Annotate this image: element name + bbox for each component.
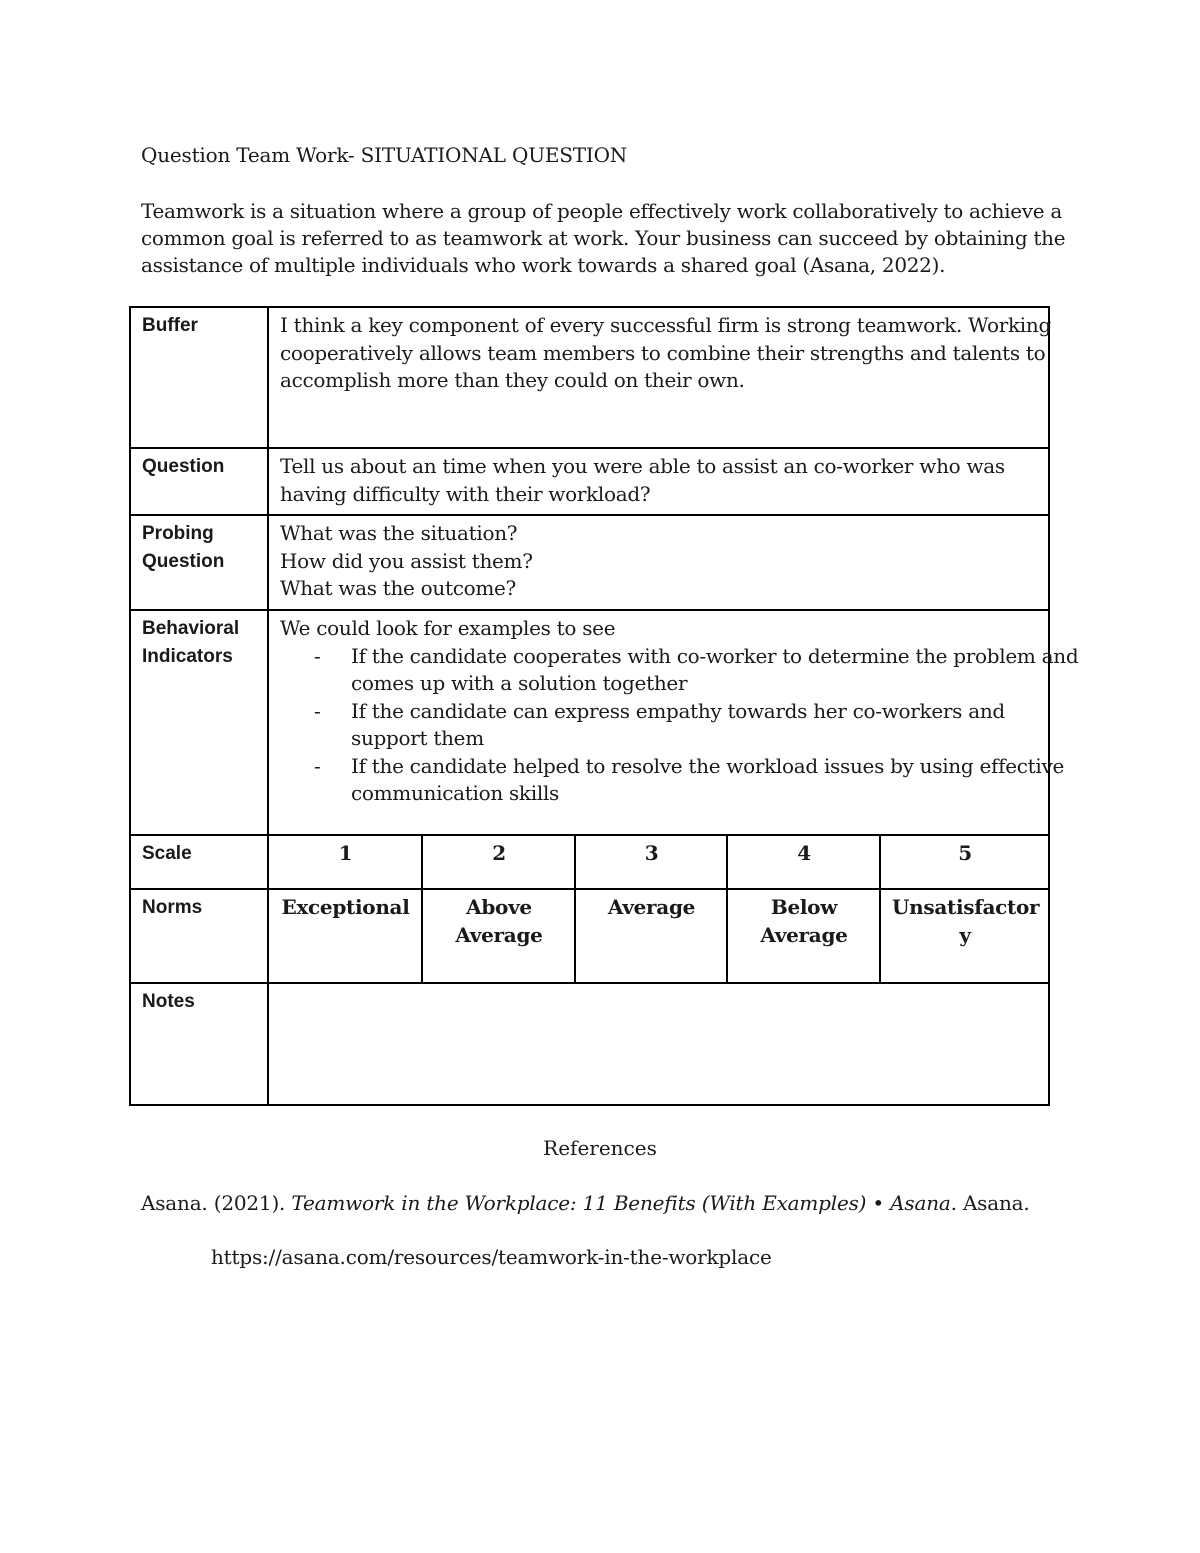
question-row [130,448,1049,515]
scale-value: 2 [422,835,575,889]
list-item-line: If the candidate cooperates with co-worker to determine the problem and [351,643,1079,668]
scale-row [130,835,1049,889]
list-item [280,643,1079,698]
norm-line: Exceptional [281,895,410,919]
reference-title: Teamwork in the Workplace: 11 Benefits (With Examples) • Asana [291,1191,951,1215]
notes-content [268,983,1049,1105]
question-label: Question [130,448,268,515]
norm-line: Unsatisfactor [892,895,1040,919]
buffer-label: Buffer [130,307,268,448]
norm-line: Average [760,922,848,947]
behavioral-row [130,610,1049,835]
intro-line: assistance of multiple individuals who work towards a shared goal (Asana, 2022). [141,253,946,277]
norm-line: y [959,922,971,947]
list-item [280,698,1038,753]
list-item-line: comes up with a solution together [351,671,688,695]
list-item-line: If the candidate can express empathy towards her co-workers and [351,698,1005,723]
behavioral-content [268,610,1079,835]
behavioral-label [130,610,268,835]
question-line: having difficulty with their workload? [280,481,651,506]
norm-line: Above [466,895,532,919]
scale-label: Scale [130,835,268,889]
probing-label-line: Question [142,550,225,572]
question-line: Tell us about an time when you were able to assist an co-worker who was [280,454,1005,478]
behavioral-intro: We could look for examples to see [280,616,616,640]
notes-row [130,983,1049,1105]
references-heading: References [543,1136,657,1160]
scale-value: 5 [880,835,1049,889]
behavioral-indicator-list [280,643,1079,808]
probing-label [130,515,268,610]
norm-value [268,889,422,983]
scale-value: 1 [268,835,422,889]
intro-line: common goal is referred to as teamwork at work. Your business can succeed by obtaining the [141,226,1066,250]
page-title: Question Team Work- SITUATIONAL QUESTION [141,143,628,167]
behavioral-label-line: Indicators [142,645,233,667]
reference-author: Asana. (2021). [141,1191,292,1215]
probing-line: What was the situation? [280,521,518,545]
intro-paragraph [141,198,1066,279]
dash-bullet-icon: - [314,753,321,778]
dash-bullet-icon: - [314,643,321,668]
probing-label-line: Probing [142,523,214,544]
norm-value [727,889,880,983]
list-item-line: If the candidate helped to resolve the workload issues by using effective [351,753,1064,778]
interview-rubric-table [129,306,1079,1106]
buffer-content [268,307,1049,448]
list-item-line: support them [351,726,484,750]
norm-value [575,889,727,983]
probing-row [130,515,1049,610]
norm-line: Average [607,895,696,919]
buffer-row [130,307,1049,448]
norm-line: Below [770,895,838,919]
buffer-line: cooperatively allows team members to combine their strengths and talents to [280,340,1046,365]
scale-value: 3 [575,835,727,889]
reference-entry [141,1191,1030,1215]
reference-publisher: . Asana. [950,1191,1030,1215]
norms-row [130,889,1049,983]
buffer-line: I think a key component of every successful firm is strong teamwork. Working [280,313,1051,337]
norm-line: Average [455,922,543,947]
norms-label: Norms [130,889,268,983]
list-item [280,753,1064,808]
reference-url[interactable]: https://asana.com/resources/teamwork-in-the-workplace [211,1245,772,1269]
probing-line: How did you assist them? [280,548,533,573]
scale-value: 4 [727,835,880,889]
notes-label: Notes [130,983,268,1105]
dash-bullet-icon: - [314,698,321,723]
behavioral-label-line: Behavioral [142,618,240,639]
buffer-line: accomplish more than they could on their own. [280,368,745,392]
question-content [268,448,1049,515]
list-item-line: communication skills [351,781,560,805]
norm-value [880,889,1049,983]
intro-line: Teamwork is a situation where a group of people effectively work collaboratively to achieve a [141,199,1063,223]
probing-content [268,515,1049,610]
norm-value [422,889,575,983]
probing-line: What was the outcome? [280,576,516,600]
